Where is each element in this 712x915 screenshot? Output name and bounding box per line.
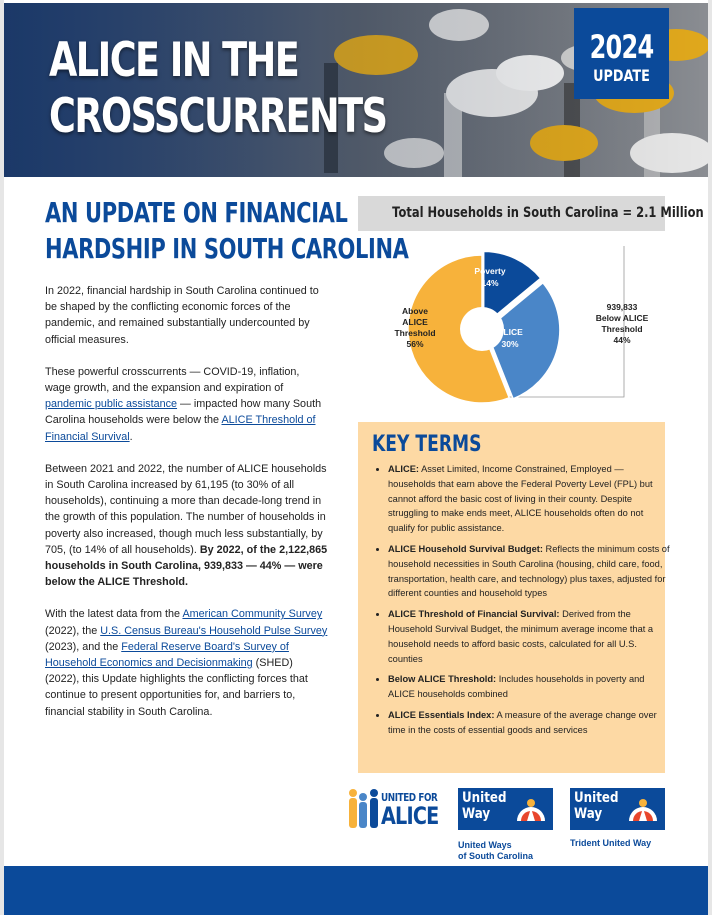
key-term-name: ALICE Threshold of Financial Survival: bbox=[388, 609, 560, 620]
badge-label: UPDATE bbox=[593, 66, 650, 85]
body-text bbox=[45, 283, 328, 736]
p3-text-a: Between 2021 and 2022, the number of ALICE households in South Carolina increased by 61,195 (to 30% of all households), continuing a more than decade-long trend in the growth of this population. The number of households in poverty also increased, though much less substantially, by 705, (to 14% of all households). bbox=[45, 462, 327, 556]
united-ways-sc-logo[interactable] bbox=[458, 788, 558, 863]
paragraph-4 bbox=[45, 606, 328, 719]
label-poverty-value: 14% bbox=[481, 278, 499, 288]
ufa-wordmark bbox=[381, 791, 453, 828]
key-term-definition: A measure of the average change over time in the costs of essential goods and services bbox=[388, 709, 657, 735]
paragraph-1: In 2022, financial hardship in South Carolina continued to be shaped by the conflicting economic forces of the pandemic, and remained substantially undercounted by official measures. bbox=[45, 285, 319, 346]
uw-sc-caption-line2: of South Carolina bbox=[458, 851, 533, 861]
label-above-line2: ALICE bbox=[402, 317, 428, 327]
annotation-line3: Threshold bbox=[601, 324, 643, 334]
link-pandemic-public-assistance[interactable]: pandemic public assistance bbox=[45, 398, 178, 411]
key-terms-title: KEY TERMS bbox=[372, 432, 482, 457]
uw-sc-line1: United bbox=[462, 790, 507, 806]
ufa-bottom-text: ALICE bbox=[381, 802, 439, 830]
annotation-line4: 44% bbox=[613, 335, 631, 345]
title-line-2: CROSSCURRENTS bbox=[49, 89, 387, 144]
key-term-item bbox=[388, 542, 670, 601]
page-border-right bbox=[708, 0, 712, 915]
trident-united-way-logo[interactable] bbox=[570, 788, 670, 863]
pie-chart bbox=[358, 231, 665, 411]
uw-sc-line2: Way bbox=[462, 806, 491, 822]
ufa-top-text: UNITED FOR bbox=[381, 791, 438, 804]
footer-bar bbox=[4, 866, 708, 915]
key-term-name: ALICE Household Survival Budget: bbox=[388, 543, 543, 554]
united-for-alice-logo[interactable] bbox=[345, 785, 445, 835]
header-banner bbox=[4, 3, 708, 177]
key-term-name: Below ALICE Threshold: bbox=[388, 674, 497, 685]
uw-trident-wordmark bbox=[574, 790, 618, 822]
uw-sc-wordmark bbox=[462, 790, 506, 822]
united-way-hand-icon bbox=[511, 789, 551, 829]
label-poverty-name: Poverty bbox=[474, 266, 506, 276]
chart-title: Total Households in South Carolina = 2.1 Million bbox=[392, 205, 704, 221]
key-term-name: ALICE: bbox=[388, 464, 419, 474]
update-badge bbox=[574, 8, 669, 99]
p3-bold-text: By 2022, of the 2,122,865 households in South Carolina, 939,833 — 44% — were below the ALICE Threshold. bbox=[45, 543, 328, 589]
heading-line-2: HARDSHIP IN SOUTH CAROLINA bbox=[45, 232, 409, 265]
uw-trident-box bbox=[570, 788, 665, 830]
key-term-item bbox=[388, 462, 670, 536]
paragraph-2 bbox=[45, 364, 328, 445]
family-figures-icon bbox=[347, 787, 383, 833]
link-american-community-survey[interactable]: American Community Survey bbox=[182, 608, 323, 621]
p2-text-b: — impacted how many South Carolina households were below the bbox=[45, 398, 322, 427]
key-term-definition: Derived from the Household Survival Budget, the minimum average income that a household needs to afford basic costs, calculated for all U.S. counties bbox=[388, 609, 654, 664]
uw-sc-caption bbox=[458, 840, 533, 862]
chart-title-bar bbox=[358, 196, 704, 231]
p2-text-c: . bbox=[129, 430, 133, 443]
p2-text-a: These powerful crosscurrents — COVID-19, inflation, wage growth, and the expansion and expiration of bbox=[45, 365, 300, 395]
uw-trident-caption: Trident United Way bbox=[570, 838, 652, 848]
uw-sc-box bbox=[458, 788, 553, 830]
section-heading bbox=[45, 195, 409, 267]
key-term-definition: Reflects the minimum costs of household necessities in South Carolina (housing, child care, food, transportation, health care, and technology) plus taxes, adjusted for different counties and household types bbox=[388, 543, 670, 599]
key-term-definition: Asset Limited, Income Constrained, Employed — households that earn above the Federal Poverty Level (FPL) but cannot afford the basic cost of living in their county. Despite struggling to make ends meet, ALICE households often do not qualify for public assistance. bbox=[388, 464, 653, 534]
pie-chart-svg bbox=[358, 231, 665, 411]
annotation-line1: 939,833 bbox=[606, 302, 638, 312]
heading-line-1: AN UPDATE ON FINANCIAL bbox=[45, 196, 348, 229]
key-term-item bbox=[388, 708, 670, 738]
label-above-line1: Above bbox=[402, 306, 428, 316]
key-term-definition: Includes households in poverty and ALICE households combined bbox=[388, 674, 645, 700]
key-terms-list bbox=[372, 462, 670, 744]
key-terms-box bbox=[358, 422, 670, 773]
annotation-line2: Below ALICE bbox=[595, 313, 649, 323]
p4-text-a: With the latest data from the bbox=[45, 608, 183, 621]
badge-year: 2024 bbox=[589, 28, 654, 66]
partner-logos bbox=[345, 785, 675, 865]
uw-sc-caption-line1: United Ways bbox=[458, 840, 512, 850]
link-shed-survey[interactable]: Federal Reserve Board's Survey of Household Economics and Decisionmaking bbox=[45, 640, 289, 670]
link-household-pulse-survey[interactable]: U.S. Census Bureau's Household Pulse Survey bbox=[100, 624, 328, 637]
uw-trident-line1: United bbox=[574, 790, 619, 806]
uw-trident-line2: Way bbox=[574, 806, 603, 822]
title-line-1: ALICE IN THE bbox=[49, 33, 299, 88]
paragraph-3 bbox=[45, 461, 328, 591]
label-above-line3: Threshold bbox=[394, 328, 436, 338]
p4-text-c: (2023), and the bbox=[45, 640, 122, 653]
key-term-item bbox=[388, 672, 670, 702]
label-alice-value: 30% bbox=[501, 339, 519, 349]
label-alice-name: ALICE bbox=[497, 327, 523, 337]
united-way-hand-icon bbox=[623, 789, 663, 829]
label-above-value: 56% bbox=[406, 339, 424, 349]
p4-text-b: (2022), the bbox=[45, 624, 101, 637]
key-term-name: ALICE Essentials Index: bbox=[388, 709, 495, 720]
page-title bbox=[49, 33, 386, 145]
link-alice-threshold[interactable]: ALICE Threshold of Financial Survival bbox=[45, 414, 316, 443]
key-term-item bbox=[388, 607, 670, 666]
p4-text-d: (SHED) (2022), this Update highlights the conflicting forces that continue to present opportunities for, and barriers to, financial stability in South Carolina. bbox=[45, 657, 308, 718]
